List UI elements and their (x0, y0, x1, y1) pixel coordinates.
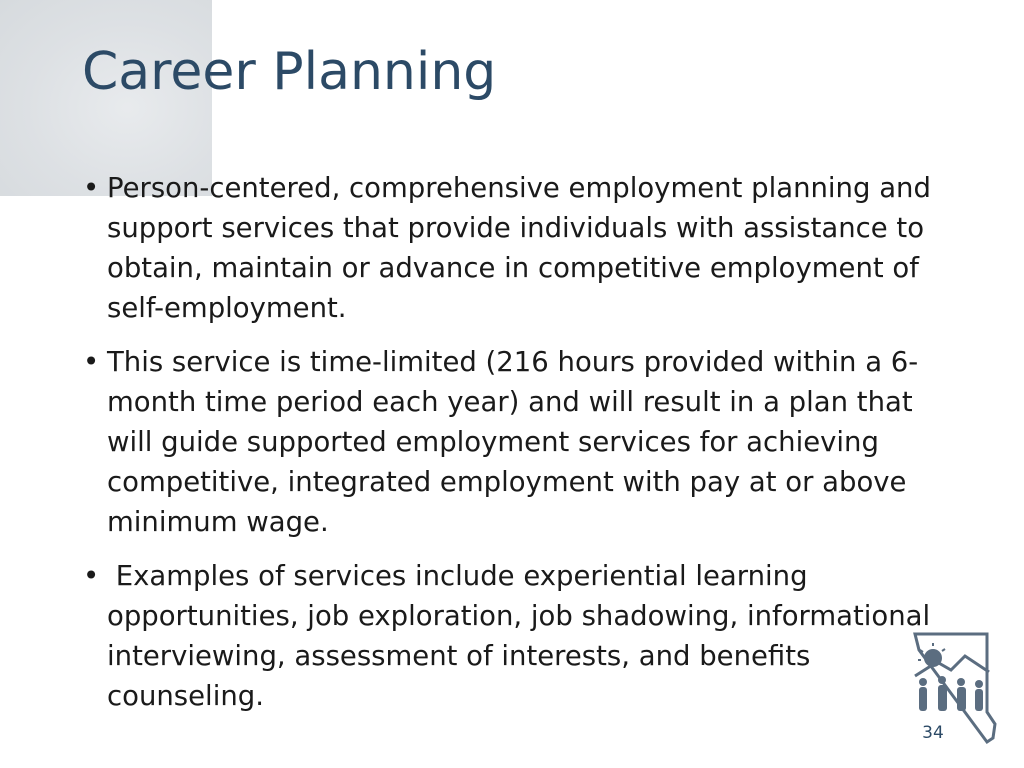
slide-title: Career Planning (82, 42, 497, 102)
bullet-marker: • (83, 172, 100, 204)
bullet-marker: • (83, 560, 100, 592)
bullet-list (80, 168, 950, 730)
bullet-text: Examples of services include experiential learning opportunities, job exploration, job shadowing, informational interviewing, assessment of interests, and benefits counseling. (107, 560, 939, 712)
page-number: 34 (922, 723, 944, 743)
bullet-item (80, 342, 950, 542)
bullet-text: This service is time-limited (216 hours provided within a 6-month time period each year) and will result in a plan that will guide supported employment services for achieving competitive, integrated employment with pay at or above minimum wage. (107, 346, 919, 538)
bullet-text: Person-centered, comprehensive employment planning and support services that provide individuals with assistance to obtain, maintain or advance in competitive employment of self-employment. (107, 172, 931, 324)
bullet-item (80, 556, 950, 716)
bullet-item (80, 168, 950, 328)
bullet-marker: • (83, 346, 100, 378)
